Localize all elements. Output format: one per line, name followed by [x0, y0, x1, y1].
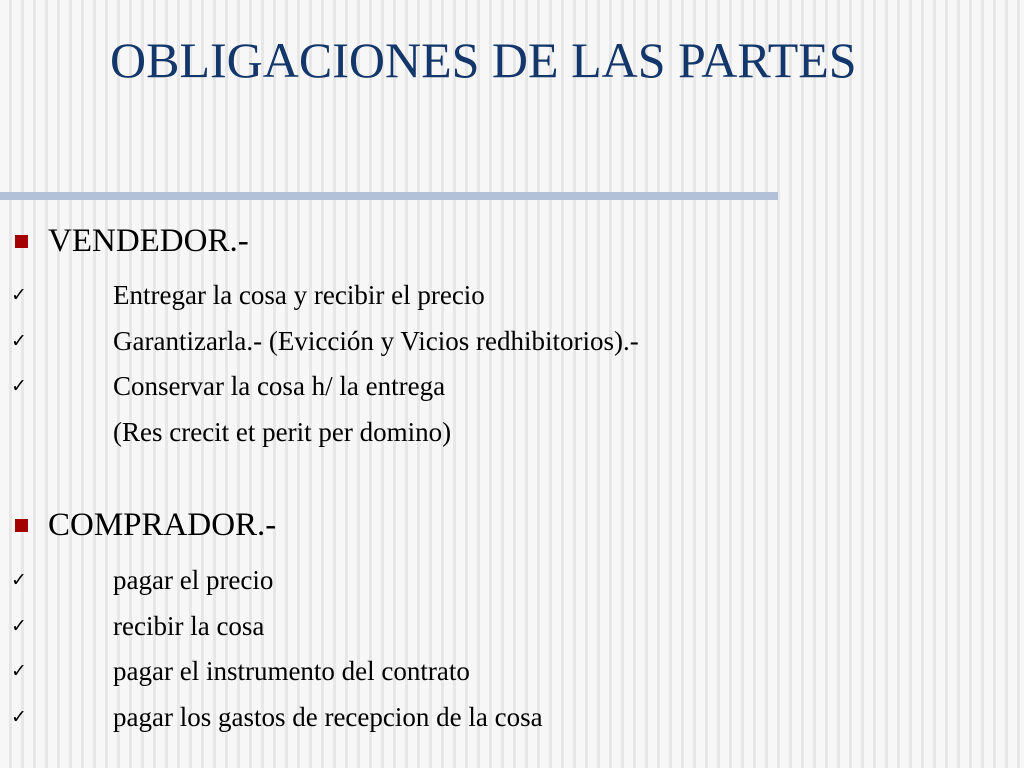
checkmark-icon: ✓: [11, 569, 27, 591]
list-item-text: pagar el precio: [113, 565, 274, 595]
list-item-text: Conservar la cosa h/ la entrega: [113, 371, 446, 401]
list-item-text: pagar los gastos de recepcion de la cosa: [113, 702, 543, 732]
checkmark-icon: ✓: [11, 615, 27, 637]
section-label-vendedor: VENDEDOR.-: [48, 223, 249, 259]
list-item-text: pagar el instrumento del contrato: [113, 656, 470, 686]
checkmark-icon: ✓: [11, 284, 27, 306]
checkmark-icon: ✓: [11, 375, 27, 397]
section-label-comprador: COMPRADOR.-: [48, 507, 277, 543]
square-bullet-icon: [15, 235, 28, 248]
list-item-text: Garantizarla.- (Evicción y Vicios redhibitorios).-: [113, 326, 639, 356]
list-item-text: Entregar la cosa y recibir el precio: [113, 280, 485, 310]
checkmark-icon: ✓: [11, 660, 27, 682]
square-bullet-icon: [15, 519, 28, 532]
checkmark-icon: ✓: [11, 330, 27, 352]
checkmark-icon: ✓: [11, 706, 27, 728]
list-item-note-text: (Res crecit et perit per domino): [113, 417, 452, 447]
title-divider: [0, 192, 778, 200]
list-item-text: recibir la cosa: [113, 611, 265, 641]
slide-title: OBLIGACIONES DE LAS PARTES: [110, 32, 857, 88]
